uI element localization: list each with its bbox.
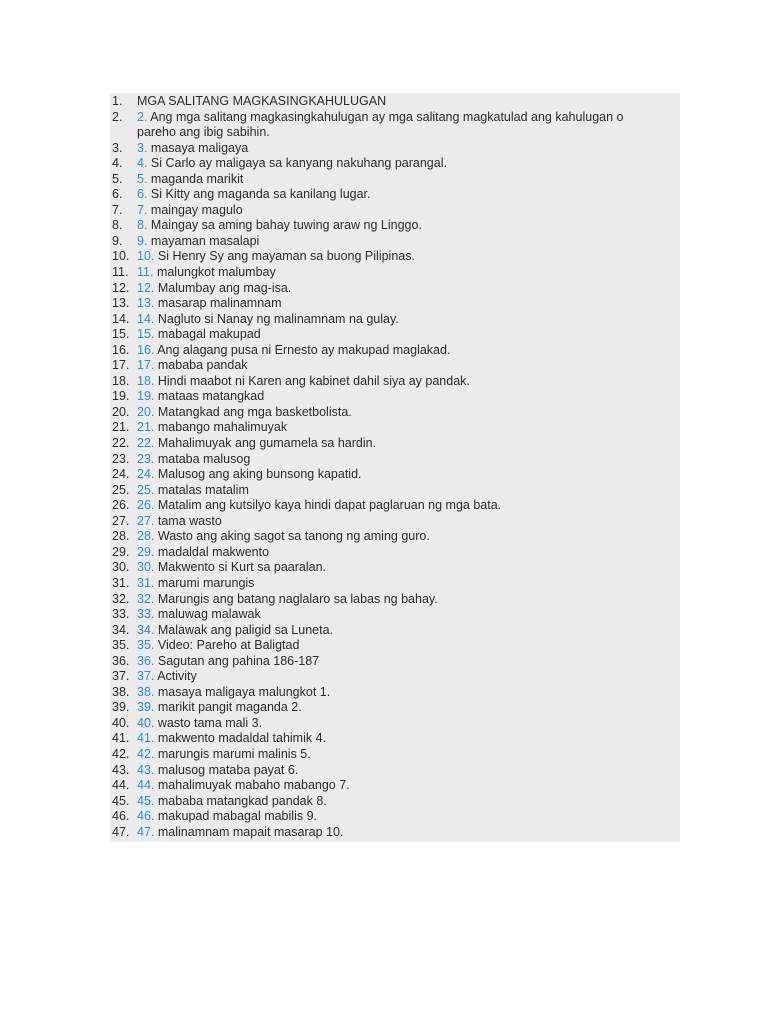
list-item-link[interactable]: 42. xyxy=(137,746,155,761)
list-item-link[interactable]: 34. xyxy=(137,622,155,637)
list-item xyxy=(110,529,680,545)
list-item xyxy=(110,638,680,654)
list-item-link[interactable]: 27. xyxy=(137,513,155,528)
list-item-number: 2. xyxy=(112,109,123,124)
list-item-text: mabango mahalimuyak xyxy=(157,420,288,435)
list-item-text: malungkot malumbay xyxy=(156,265,276,280)
list-item-content xyxy=(137,592,680,608)
list-item-number: 14. xyxy=(112,311,130,326)
list-item xyxy=(110,436,680,452)
list-item-link[interactable]: 30. xyxy=(137,560,155,575)
list-item xyxy=(110,592,680,608)
list-item xyxy=(110,327,680,343)
list-item-content xyxy=(137,825,680,841)
list-item-link[interactable]: 13. xyxy=(137,296,155,311)
list-item-text: Marungis ang batang naglalaro sa labas ng bahay. xyxy=(157,591,438,606)
list-item-text: Si Carlo ay maligaya sa kanyang nakuhang parangal. xyxy=(150,156,447,171)
list-item-number: 33. xyxy=(112,607,130,622)
list-item-text: Hindi maabot ni Karen ang kabinet dahil siya ay pandak. xyxy=(157,373,470,388)
list-item-link[interactable]: 45. xyxy=(137,793,155,808)
list-item-content xyxy=(137,389,680,405)
list-item-text: Ang alagang pusa ni Ernesto ay makupad maglakad. xyxy=(157,342,451,357)
list-item-link[interactable]: 8. xyxy=(137,218,148,233)
list-item-text: Malusog ang aking bunsong kapatid. xyxy=(157,467,362,482)
list-item-text: Video: Pareho at Baligtad xyxy=(157,638,300,653)
list-item-number: 27. xyxy=(112,513,130,528)
list-item-content xyxy=(137,156,680,172)
list-item-number: 4. xyxy=(112,156,123,171)
list-item-content xyxy=(137,374,680,390)
list-item-link[interactable]: 18. xyxy=(137,373,155,388)
list-item xyxy=(110,218,680,234)
list-item-number: 26. xyxy=(112,498,130,513)
list-item-number: 28. xyxy=(112,529,130,544)
list-item-link[interactable]: 43. xyxy=(137,762,155,777)
list-item-text: mababa matangkad pandak 8. xyxy=(157,793,327,808)
list-item xyxy=(110,514,680,530)
list-item-content xyxy=(137,794,680,810)
list-item-content xyxy=(137,327,680,343)
list-item xyxy=(110,312,680,328)
list-item-number: 24. xyxy=(112,467,130,482)
list-item-content xyxy=(137,420,680,436)
list-item-link[interactable]: 31. xyxy=(137,575,155,590)
list-item-number: 5. xyxy=(112,171,123,186)
list-item-content xyxy=(137,110,680,141)
list-item-link[interactable]: 46. xyxy=(137,809,155,824)
list-item-text: malinamnam mapait masarap 10. xyxy=(157,824,344,839)
list-item-text: marungis marumi malinis 5. xyxy=(157,746,311,761)
list-item-number: 1. xyxy=(112,94,123,108)
list-item-number: 40. xyxy=(112,715,130,730)
list-item-content xyxy=(137,281,680,297)
list-item xyxy=(110,809,680,825)
list-item-text: makupad mabagal mabilis 9. xyxy=(157,809,317,824)
list-item-content xyxy=(137,778,680,794)
list-item-text: maluwag malawak xyxy=(157,607,261,622)
list-item-content xyxy=(137,576,680,592)
list-item-content xyxy=(137,358,680,374)
list-item xyxy=(110,498,680,514)
list-item-number: 19. xyxy=(112,389,130,404)
list-item-number: 6. xyxy=(112,187,123,202)
list-item xyxy=(110,763,680,779)
list-item xyxy=(110,576,680,592)
list-item-number: 23. xyxy=(112,451,130,466)
list-item-text: mahalimuyak mabaho mabango 7. xyxy=(157,778,350,793)
list-item-content xyxy=(137,343,680,359)
list-item-text: Matalim ang kutsilyo kaya hindi dapat paglaruan ng mga bata. xyxy=(157,498,502,513)
list-item-link[interactable]: 25. xyxy=(137,482,155,497)
list-item-number: 12. xyxy=(112,280,130,295)
list-item-link[interactable]: 24. xyxy=(137,467,155,482)
list-item-text: mataba malusog xyxy=(157,451,251,466)
list-item xyxy=(110,249,680,265)
list-item-link[interactable]: 17. xyxy=(137,358,155,373)
list-item-text: makwento madaldal tahimik 4. xyxy=(157,731,327,746)
list-item-content xyxy=(137,747,680,763)
list-item-number: 36. xyxy=(112,653,130,668)
list-item-number: 37. xyxy=(112,669,130,684)
list-item-content xyxy=(137,296,680,312)
list-item-text: malusog mataba payat 6. xyxy=(157,762,299,777)
list-item-link[interactable]: 38. xyxy=(137,684,155,699)
list-item-link[interactable]: 33. xyxy=(137,607,155,622)
list-item-link[interactable]: 29. xyxy=(137,544,155,559)
list-item-content xyxy=(137,669,680,685)
list-item-link[interactable]: 15. xyxy=(137,327,155,342)
list-item-text: Activity xyxy=(157,669,197,684)
list-item-number: 18. xyxy=(112,373,130,388)
list-item-text: Makwento si Kurt sa paaralan. xyxy=(157,560,327,575)
list-item-link[interactable]: 6. xyxy=(137,187,148,202)
list-item-number: 35. xyxy=(112,638,130,653)
list-item-number: 42. xyxy=(112,746,130,761)
list-item-link[interactable]: 37. xyxy=(137,669,155,684)
list-item-link[interactable]: 21. xyxy=(137,420,155,435)
list-item-link[interactable]: 16. xyxy=(137,342,155,357)
list-item-content xyxy=(137,623,680,639)
list-item-number: 8. xyxy=(112,218,123,233)
list-item xyxy=(110,825,680,841)
list-item-link[interactable]: 39. xyxy=(137,700,155,715)
list-item-content xyxy=(137,654,680,670)
list-item-text: Wasto ang aking sagot sa tanong ng aming guro. xyxy=(157,529,430,544)
list-item-link[interactable]: 5. xyxy=(137,171,148,186)
list-item-link[interactable]: 4. xyxy=(137,156,148,171)
list-item xyxy=(110,420,680,436)
list-item xyxy=(110,156,680,172)
list-item-content xyxy=(137,405,680,421)
list-item xyxy=(110,778,680,794)
list-item-link[interactable]: 41. xyxy=(137,731,155,746)
list-item xyxy=(110,172,680,188)
list-item-link[interactable]: 32. xyxy=(137,591,155,606)
list-item-text: Malawak ang paligid sa Luneta. xyxy=(157,622,333,637)
list-item-number: 43. xyxy=(112,762,130,777)
list-item-link[interactable]: 14. xyxy=(137,311,155,326)
list-item-number: 29. xyxy=(112,544,130,559)
list-item-link[interactable]: 23. xyxy=(137,451,155,466)
list-item-number: 15. xyxy=(112,327,130,342)
list-item-content xyxy=(137,94,680,110)
list-item xyxy=(110,607,680,623)
list-item xyxy=(110,405,680,421)
list-item-number: 16. xyxy=(112,342,130,357)
list-item-link[interactable]: 44. xyxy=(137,778,155,793)
list-item xyxy=(110,731,680,747)
list-item xyxy=(110,265,680,281)
list-item-content xyxy=(137,141,680,157)
list-item xyxy=(110,560,680,576)
numbered-list xyxy=(110,94,680,840)
list-item-number: 9. xyxy=(112,233,123,248)
list-item xyxy=(110,187,680,203)
list-item-text: masarap malinamnam xyxy=(157,296,282,311)
list-item-number: 13. xyxy=(112,296,130,311)
list-item-number: 31. xyxy=(112,575,130,590)
list-item-number: 22. xyxy=(112,436,130,451)
list-item xyxy=(110,467,680,483)
list-item-number: 7. xyxy=(112,202,123,217)
list-item xyxy=(110,685,680,701)
list-item-content xyxy=(137,265,680,281)
list-item-text: MGA SALITANG MAGKASINGKAHULUGAN xyxy=(137,94,387,108)
list-item xyxy=(110,141,680,157)
list-item-text: maganda marikit xyxy=(150,171,244,186)
list-item-content xyxy=(137,436,680,452)
list-item-number: 34. xyxy=(112,622,130,637)
list-item-text: Maingay sa aming bahay tuwing araw ng Linggo. xyxy=(150,218,422,233)
list-item-content xyxy=(137,731,680,747)
list-item-text: mataas matangkad xyxy=(157,389,265,404)
list-item xyxy=(110,389,680,405)
list-item xyxy=(110,203,680,219)
list-item-content xyxy=(137,218,680,234)
list-item-text: Matangkad ang mga basketbolista. xyxy=(157,404,352,419)
list-item-content xyxy=(137,685,680,701)
list-item-content xyxy=(137,467,680,483)
list-item xyxy=(110,234,680,250)
list-item-link[interactable]: 10. xyxy=(137,249,155,264)
list-item-content xyxy=(137,203,680,219)
list-item-text: marikit pangit maganda 2. xyxy=(157,700,302,715)
list-item xyxy=(110,623,680,639)
list-item-link[interactable]: 40. xyxy=(137,715,155,730)
list-item-text: maingay magulo xyxy=(150,202,243,217)
list-item-number: 21. xyxy=(112,420,130,435)
list-item-link[interactable]: 26. xyxy=(137,498,155,513)
list-item-content xyxy=(137,529,680,545)
list-item-text: masaya maligaya malungkot 1. xyxy=(157,684,331,699)
list-item-link[interactable]: 22. xyxy=(137,436,155,451)
list-item-link[interactable]: 9. xyxy=(137,233,148,248)
list-item-content xyxy=(137,187,680,203)
list-item-text: madaldal makwento xyxy=(157,544,270,559)
list-item xyxy=(110,669,680,685)
list-item-text: Si Kitty ang maganda sa kanilang lugar. xyxy=(150,187,371,202)
list-item xyxy=(110,716,680,732)
list-item-link[interactable]: 19. xyxy=(137,389,155,404)
list-item-text: Mahalimuyak ang gumamela sa hardin. xyxy=(157,436,377,451)
list-item-number: 39. xyxy=(112,700,130,715)
list-item-number: 32. xyxy=(112,591,130,606)
list-item-number: 41. xyxy=(112,731,130,746)
list-item xyxy=(110,747,680,763)
list-item-content xyxy=(137,249,680,265)
list-item-content xyxy=(137,560,680,576)
list-item xyxy=(110,452,680,468)
list-item xyxy=(110,94,680,110)
list-item-text: tama wasto xyxy=(157,513,222,528)
list-item xyxy=(110,654,680,670)
list-item-number: 38. xyxy=(112,684,130,699)
list-item-content xyxy=(137,514,680,530)
list-item-content xyxy=(137,763,680,779)
list-item-number: 47. xyxy=(112,824,130,839)
list-item-number: 45. xyxy=(112,793,130,808)
list-item xyxy=(110,483,680,499)
list-item-link[interactable]: 20. xyxy=(137,404,155,419)
list-item-number: 10. xyxy=(112,249,130,264)
list-item-content xyxy=(137,700,680,716)
list-item-number: 46. xyxy=(112,809,130,824)
list-item-text: masaya maligaya xyxy=(150,140,249,155)
list-item xyxy=(110,358,680,374)
list-item xyxy=(110,343,680,359)
list-item xyxy=(110,374,680,390)
list-item-number: 25. xyxy=(112,482,130,497)
list-item-number: 3. xyxy=(112,140,123,155)
list-item-text: mababa pandak xyxy=(157,358,248,373)
list-item-content xyxy=(137,312,680,328)
list-item xyxy=(110,296,680,312)
list-item-link[interactable]: 7. xyxy=(137,202,148,217)
list-item-link[interactable]: 3. xyxy=(137,140,148,155)
list-item-content xyxy=(137,498,680,514)
list-item-number: 30. xyxy=(112,560,130,575)
list-item xyxy=(110,281,680,297)
list-item-text: matalas matalim xyxy=(157,482,249,497)
list-item-text: Ang mga salitang magkasingkahulugan ay mga salitang magkatulad ang kahulugan o pareho ang ibig sabihin. xyxy=(137,109,624,140)
list-item xyxy=(110,700,680,716)
document-list-block xyxy=(110,93,680,842)
list-item-number: 20. xyxy=(112,404,130,419)
list-item xyxy=(110,794,680,810)
list-item-content xyxy=(137,638,680,654)
list-item-content xyxy=(137,172,680,188)
list-item-link[interactable]: 35. xyxy=(137,638,155,653)
blank-page-area xyxy=(0,850,768,1024)
list-item-content xyxy=(137,483,680,499)
list-item xyxy=(110,110,680,141)
list-item-link[interactable]: 28. xyxy=(137,529,155,544)
list-item-content xyxy=(137,545,680,561)
list-item-content xyxy=(137,809,680,825)
list-item-text: Si Henry Sy ang mayaman sa buong Pilipinas. xyxy=(157,249,415,264)
list-item-link[interactable]: 47. xyxy=(137,824,155,839)
list-item-text: Sagutan ang pahina 186-187 xyxy=(157,653,320,668)
list-item-content xyxy=(137,234,680,250)
list-item-number: 17. xyxy=(112,358,130,373)
list-item-link[interactable]: 36. xyxy=(137,653,155,668)
list-item-link[interactable]: 11. xyxy=(137,265,154,280)
list-item-number: 44. xyxy=(112,778,130,793)
list-item-text: mayaman masalapi xyxy=(150,233,260,248)
list-item-text: Nagluto si Nanay ng malinamnam na gulay. xyxy=(157,311,399,326)
list-item-text: marumi marungis xyxy=(157,575,255,590)
list-item-text: Malumbay ang mag-isa. xyxy=(157,280,292,295)
list-item-text: wasto tama mali 3. xyxy=(157,715,263,730)
list-item-link[interactable]: 12. xyxy=(137,280,155,295)
list-item-number: 11. xyxy=(112,265,129,280)
list-item-link[interactable]: 2. xyxy=(137,109,148,124)
list-item-content xyxy=(137,452,680,468)
list-item-text: mabagal makupad xyxy=(157,327,261,342)
list-item-content xyxy=(137,607,680,623)
list-item xyxy=(110,545,680,561)
list-item-content xyxy=(137,716,680,732)
